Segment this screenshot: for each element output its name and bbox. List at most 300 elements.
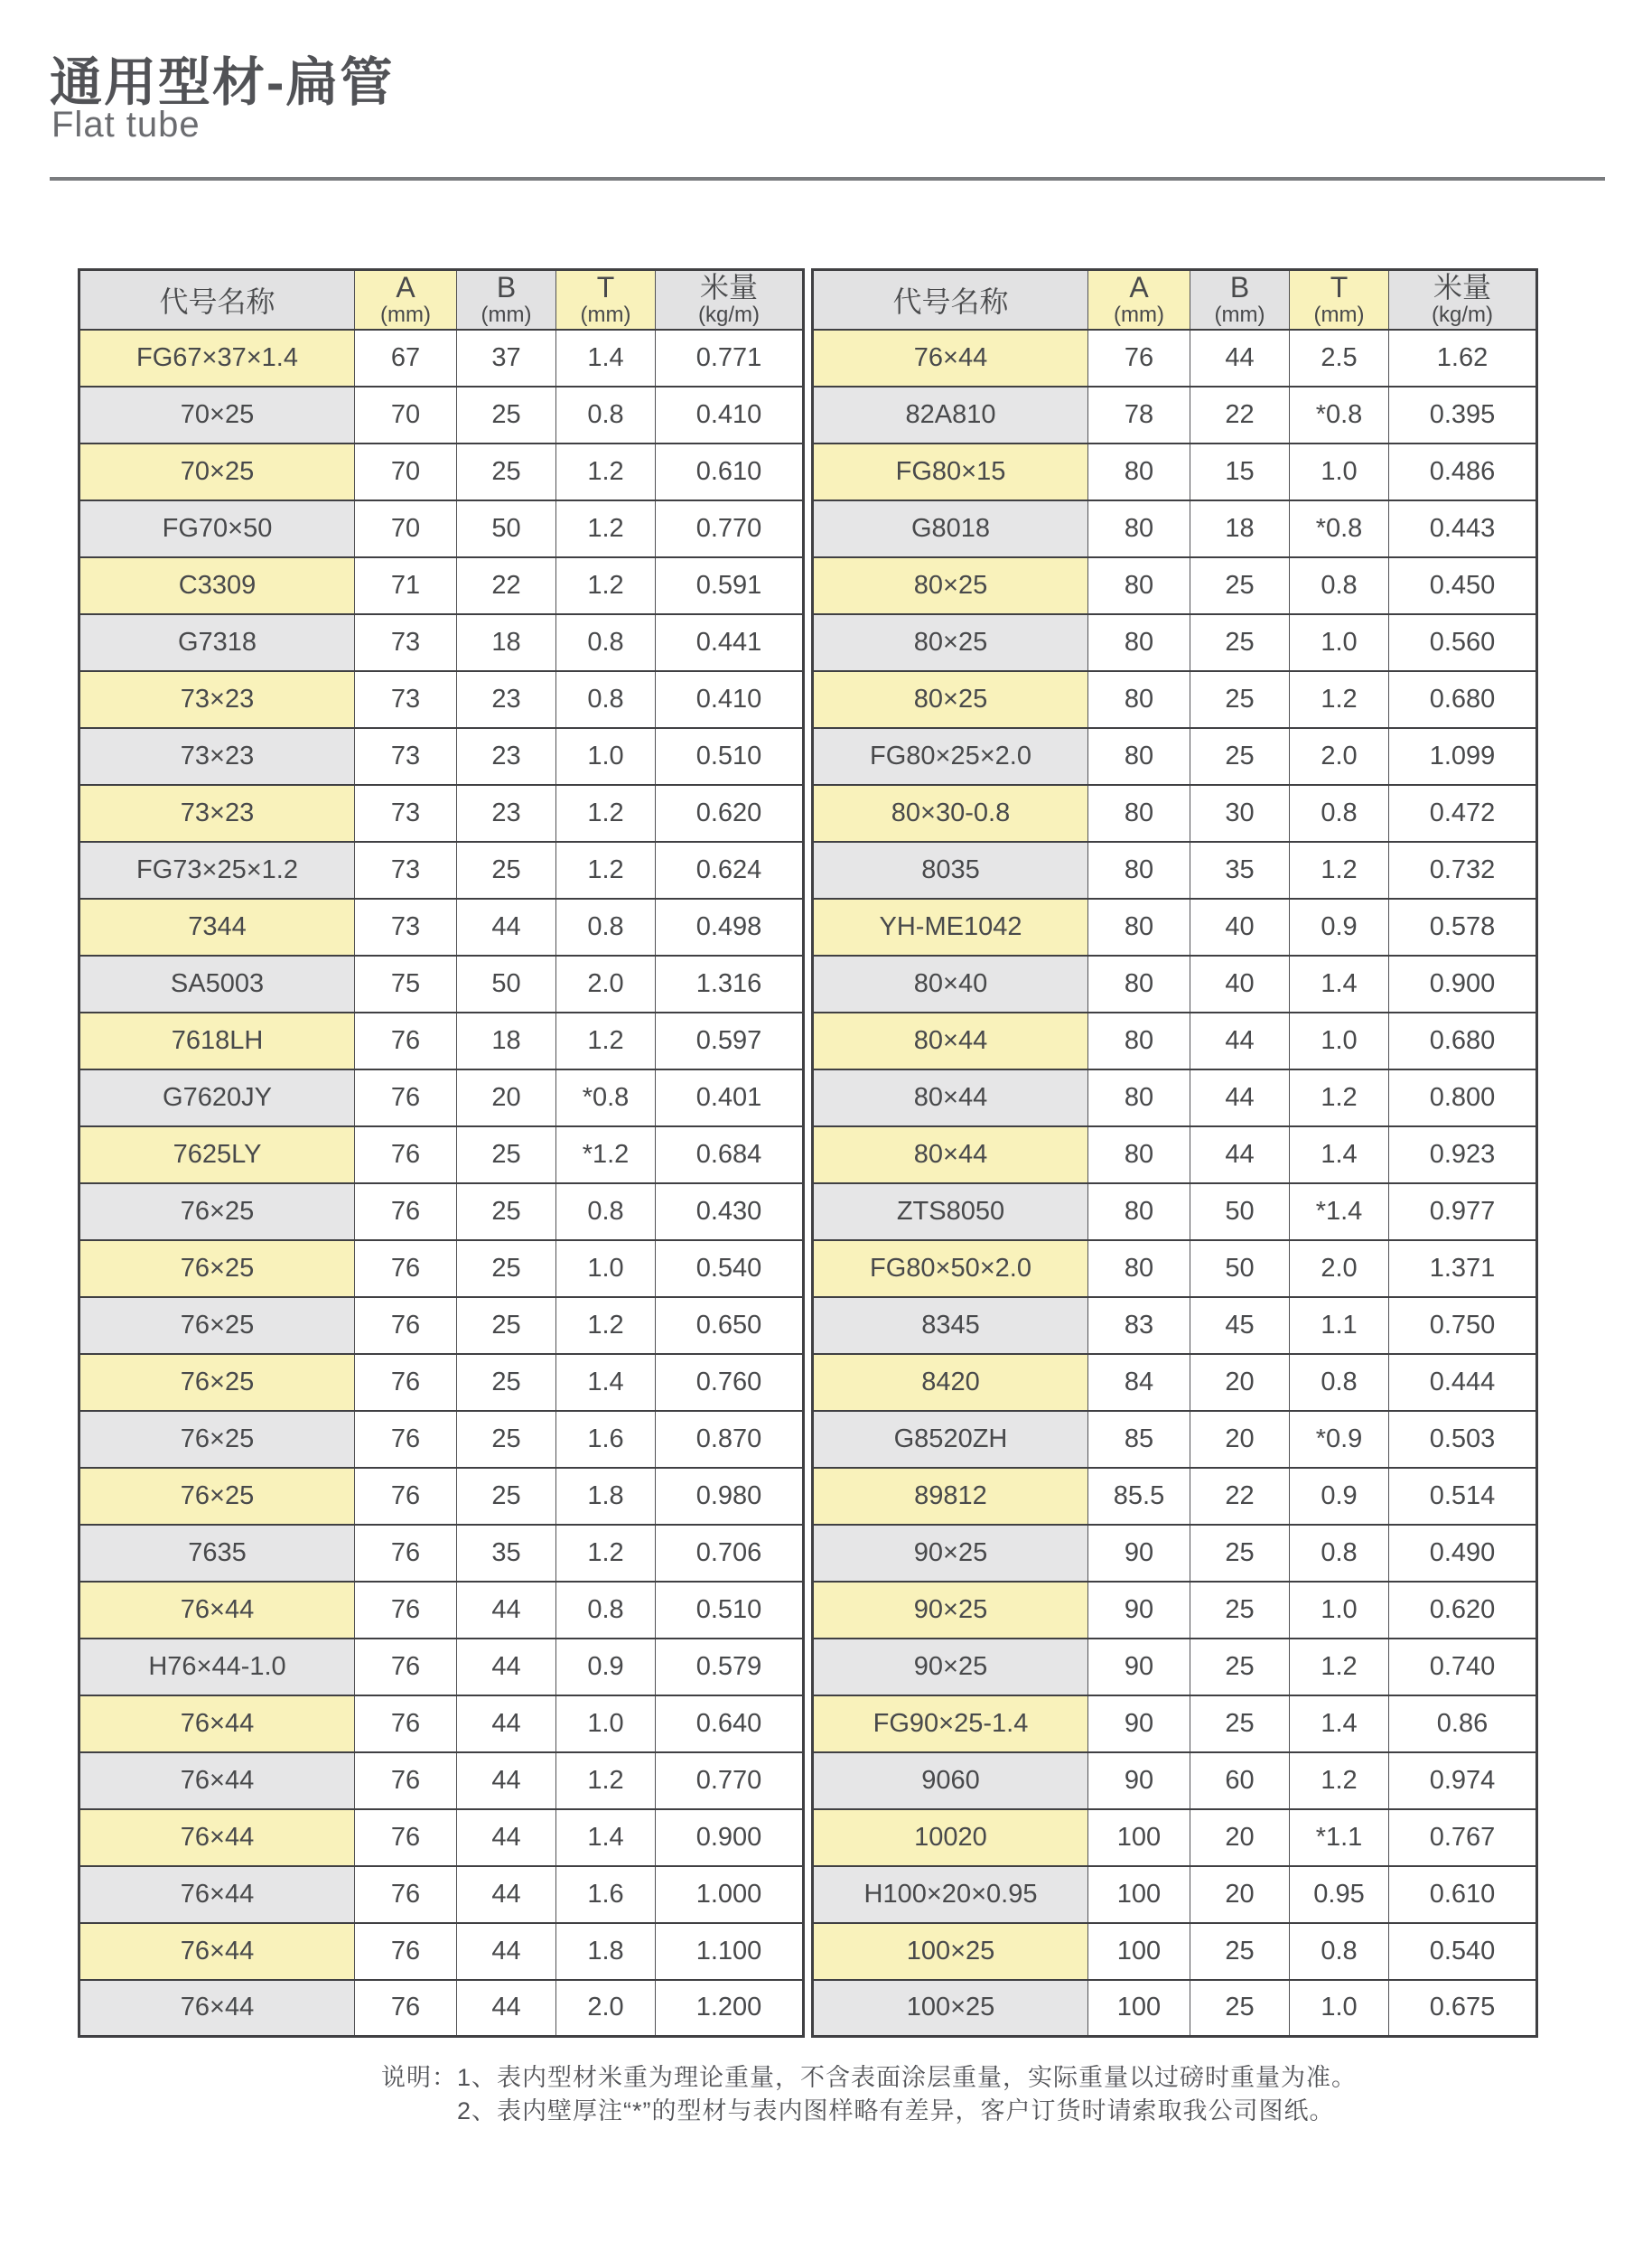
t-cell: 0.95 (1290, 1866, 1389, 1923)
code-cell: C3309 (79, 557, 355, 614)
col-header-b-label: B (1229, 270, 1250, 303)
t-cell: 2.0 (556, 1980, 656, 2037)
code-cell: 76×25 (79, 1183, 355, 1240)
title-divider (50, 177, 1605, 181)
a-cell: 76 (355, 1069, 457, 1126)
a-cell: 100 (1088, 1980, 1190, 2037)
table-row (813, 1866, 1537, 1923)
table-row (79, 1013, 804, 1069)
col-header-a (1088, 270, 1190, 330)
a-cell: 76 (355, 1695, 457, 1752)
t-cell: *1.2 (556, 1126, 656, 1183)
code-cell: 90×25 (813, 1582, 1088, 1639)
a-cell: 90 (1088, 1695, 1190, 1752)
col-header-a-label: A (1129, 270, 1149, 303)
page-subtitle: Flat tube (51, 105, 201, 145)
t-cell: 1.8 (556, 1923, 656, 1980)
table-row (813, 500, 1537, 557)
kg-cell: 0.591 (656, 557, 804, 614)
b-cell: 25 (457, 444, 556, 500)
code-cell: FG90×25-1.4 (813, 1695, 1088, 1752)
table-row (79, 1069, 804, 1126)
col-header-b-unit: (mm) (1214, 303, 1265, 328)
t-cell: 1.2 (1290, 1752, 1389, 1809)
kg-cell: 0.540 (656, 1240, 804, 1297)
b-cell: 50 (457, 500, 556, 557)
t-cell: *1.1 (1290, 1809, 1389, 1866)
code-cell: 76×44 (813, 330, 1088, 387)
table-row (813, 1980, 1537, 2037)
code-cell: FG80×50×2.0 (813, 1240, 1088, 1297)
code-cell: 100×25 (813, 1923, 1088, 1980)
kg-cell: 0.395 (1389, 387, 1537, 444)
code-cell: 76×44 (79, 1582, 355, 1639)
t-cell: 1.2 (1290, 671, 1389, 728)
t-cell: 1.0 (1290, 614, 1389, 671)
t-cell: 2.0 (1290, 728, 1389, 785)
t-cell: 1.2 (556, 1297, 656, 1354)
kg-cell: 0.900 (656, 1809, 804, 1866)
col-header-code: 代号名称 (79, 270, 355, 330)
table-row (79, 785, 804, 842)
code-cell: 76×44 (79, 1923, 355, 1980)
table-row (813, 1639, 1537, 1695)
b-cell: 22 (1190, 387, 1290, 444)
t-cell: 1.2 (556, 444, 656, 500)
t-cell: 1.0 (1290, 1013, 1389, 1069)
b-cell: 44 (457, 1582, 556, 1639)
a-cell: 76 (355, 1582, 457, 1639)
kg-cell: 0.560 (1389, 614, 1537, 671)
a-cell: 76 (355, 1354, 457, 1411)
a-cell: 73 (355, 614, 457, 671)
t-cell: 0.8 (1290, 557, 1389, 614)
kg-cell: 0.620 (656, 785, 804, 842)
b-cell: 25 (1190, 557, 1290, 614)
code-cell: 9060 (813, 1752, 1088, 1809)
table-row (813, 785, 1537, 842)
t-cell: 0.9 (1290, 899, 1389, 956)
t-cell: 0.8 (556, 1183, 656, 1240)
table-row (79, 1923, 804, 1980)
t-cell: 1.0 (1290, 1582, 1389, 1639)
kg-cell: 0.620 (1389, 1582, 1537, 1639)
col-header-t-unit: (mm) (580, 303, 631, 328)
t-cell: *0.8 (556, 1069, 656, 1126)
b-cell: 25 (1190, 614, 1290, 671)
kg-cell: 0.680 (1389, 671, 1537, 728)
kg-cell: 0.430 (656, 1183, 804, 1240)
table-row (813, 1809, 1537, 1866)
code-cell: G7318 (79, 614, 355, 671)
table-row (79, 728, 804, 785)
t-cell: 1.4 (1290, 1126, 1389, 1183)
code-cell: 76×25 (79, 1297, 355, 1354)
code-cell: ZTS8050 (813, 1183, 1088, 1240)
kg-cell: 0.974 (1389, 1752, 1537, 1809)
t-cell: 1.2 (1290, 842, 1389, 899)
table-row (813, 444, 1537, 500)
kg-cell: 0.760 (656, 1354, 804, 1411)
a-cell: 100 (1088, 1866, 1190, 1923)
b-cell: 23 (457, 728, 556, 785)
t-cell: 1.4 (556, 1354, 656, 1411)
a-cell: 76 (355, 1183, 457, 1240)
a-cell: 76 (355, 1297, 457, 1354)
t-cell: 0.8 (556, 387, 656, 444)
a-cell: 84 (1088, 1354, 1190, 1411)
code-cell: 73×23 (79, 785, 355, 842)
table-row (79, 1639, 804, 1695)
a-cell: 80 (1088, 557, 1190, 614)
b-cell: 20 (457, 1069, 556, 1126)
a-cell: 90 (1088, 1582, 1190, 1639)
t-cell: 1.2 (1290, 1069, 1389, 1126)
col-header-t (556, 270, 656, 330)
kg-cell: 0.767 (1389, 1809, 1537, 1866)
a-cell: 76 (1088, 330, 1190, 387)
a-cell: 90 (1088, 1639, 1190, 1695)
a-cell: 73 (355, 899, 457, 956)
table-row (813, 1354, 1537, 1411)
table-row (79, 1582, 804, 1639)
a-cell: 90 (1088, 1525, 1190, 1582)
a-cell: 80 (1088, 1126, 1190, 1183)
b-cell: 44 (457, 1866, 556, 1923)
code-cell: 76×44 (79, 1752, 355, 1809)
table-row (79, 1468, 804, 1525)
b-cell: 25 (457, 1240, 556, 1297)
flat-tube-table-right (811, 268, 1538, 2038)
col-header-weight-label: 米量 (699, 270, 758, 303)
header-row (79, 270, 804, 330)
kg-cell: 0.610 (656, 444, 804, 500)
b-cell: 25 (457, 1468, 556, 1525)
t-cell: 1.2 (1290, 1639, 1389, 1695)
b-cell: 44 (457, 1809, 556, 1866)
flat-tube-table-left (78, 268, 805, 2038)
table-row (813, 1013, 1537, 1069)
col-header-weight-unit: (kg/m) (698, 303, 760, 328)
b-cell: 18 (457, 1013, 556, 1069)
b-cell: 44 (1190, 1069, 1290, 1126)
code-cell: 100×25 (813, 1980, 1088, 2037)
b-cell: 44 (1190, 330, 1290, 387)
t-cell: 0.8 (1290, 785, 1389, 842)
kg-cell: 0.770 (656, 1752, 804, 1809)
b-cell: 25 (457, 1411, 556, 1468)
col-header-a-unit: (mm) (1114, 303, 1164, 328)
kg-cell: 0.510 (656, 1582, 804, 1639)
b-cell: 25 (457, 842, 556, 899)
notes-lines (457, 2061, 1357, 2128)
col-header-weight-unit: (kg/m) (1432, 303, 1493, 328)
table-row (813, 899, 1537, 956)
table-row (79, 557, 804, 614)
b-cell: 60 (1190, 1752, 1290, 1809)
col-header-a (355, 270, 457, 330)
a-cell: 73 (355, 842, 457, 899)
t-cell: 1.2 (556, 1525, 656, 1582)
col-header-t-label: T (596, 270, 615, 303)
b-cell: 40 (1190, 899, 1290, 956)
a-cell: 76 (355, 1866, 457, 1923)
kg-cell: 1.000 (656, 1866, 804, 1923)
code-cell: 80×25 (813, 671, 1088, 728)
kg-cell: 0.923 (1389, 1126, 1537, 1183)
code-cell: 8420 (813, 1354, 1088, 1411)
kg-cell: 0.624 (656, 842, 804, 899)
table-row (813, 842, 1537, 899)
table-row (813, 1297, 1537, 1354)
code-cell: 90×25 (813, 1639, 1088, 1695)
a-cell: 76 (355, 1980, 457, 2037)
table-row (79, 1866, 804, 1923)
table-row (79, 500, 804, 557)
b-cell: 20 (1190, 1411, 1290, 1468)
t-cell: 0.8 (1290, 1525, 1389, 1582)
col-header-a-unit: (mm) (380, 303, 431, 328)
t-cell: 1.1 (1290, 1297, 1389, 1354)
note-line-2: 2、表内壁厚注“*”的型材与表内图样略有差异，客户订货时请索取我公司图纸。 (457, 2097, 1335, 2124)
col-header-a-label: A (396, 270, 415, 303)
code-cell: 90×25 (813, 1525, 1088, 1582)
a-cell: 90 (1088, 1752, 1190, 1809)
code-cell: FG70×50 (79, 500, 355, 557)
b-cell: 40 (1190, 956, 1290, 1013)
table-row (79, 671, 804, 728)
col-header-weight-label: 米量 (1433, 270, 1491, 303)
b-cell: 25 (457, 1183, 556, 1240)
b-cell: 44 (457, 1695, 556, 1752)
table-row (79, 614, 804, 671)
table-row (813, 956, 1537, 1013)
a-cell: 76 (355, 1468, 457, 1525)
header-row (813, 270, 1537, 330)
b-cell: 25 (457, 387, 556, 444)
b-cell: 18 (457, 614, 556, 671)
kg-cell: 0.750 (1389, 1297, 1537, 1354)
code-cell: 80×30-0.8 (813, 785, 1088, 842)
t-cell: 0.8 (556, 614, 656, 671)
col-header-t-label: T (1330, 270, 1349, 303)
a-cell: 85.5 (1088, 1468, 1190, 1525)
b-cell: 44 (457, 1639, 556, 1695)
a-cell: 76 (355, 1639, 457, 1695)
a-cell: 83 (1088, 1297, 1190, 1354)
kg-cell: 0.640 (656, 1695, 804, 1752)
kg-cell: 0.684 (656, 1126, 804, 1183)
kg-cell: 0.503 (1389, 1411, 1537, 1468)
b-cell: 23 (457, 671, 556, 728)
code-cell: 80×44 (813, 1126, 1088, 1183)
table-row (79, 956, 804, 1013)
table-row (79, 1240, 804, 1297)
code-cell: 7635 (79, 1525, 355, 1582)
kg-cell: 0.86 (1389, 1695, 1537, 1752)
t-cell: 1.2 (556, 500, 656, 557)
a-cell: 76 (355, 1525, 457, 1582)
kg-cell: 0.540 (1389, 1923, 1537, 1980)
table-row (79, 1525, 804, 1582)
kg-cell: 0.578 (1389, 899, 1537, 956)
t-cell: 1.8 (556, 1468, 656, 1525)
a-cell: 80 (1088, 500, 1190, 557)
t-cell: 1.4 (556, 1809, 656, 1866)
b-cell: 25 (457, 1354, 556, 1411)
code-cell: 10020 (813, 1809, 1088, 1866)
b-cell: 35 (457, 1525, 556, 1582)
a-cell: 76 (355, 1752, 457, 1809)
code-cell: 7618LH (79, 1013, 355, 1069)
code-cell: H100×20×0.95 (813, 1866, 1088, 1923)
kg-cell: 0.498 (656, 899, 804, 956)
t-cell: 0.9 (556, 1639, 656, 1695)
code-cell: 7344 (79, 899, 355, 956)
col-header-t-unit: (mm) (1313, 303, 1365, 328)
code-cell: 80×40 (813, 956, 1088, 1013)
table-row (813, 671, 1537, 728)
code-cell: 76×44 (79, 1866, 355, 1923)
right-table-body (813, 330, 1537, 2037)
kg-cell: 1.200 (656, 1980, 804, 2037)
code-cell: 76×25 (79, 1354, 355, 1411)
table-row (813, 1240, 1537, 1297)
kg-cell: 0.444 (1389, 1354, 1537, 1411)
table-row (813, 1183, 1537, 1240)
code-cell: FG80×15 (813, 444, 1088, 500)
code-cell: 8345 (813, 1297, 1088, 1354)
b-cell: 18 (1190, 500, 1290, 557)
a-cell: 80 (1088, 1240, 1190, 1297)
b-cell: 25 (1190, 1639, 1290, 1695)
a-cell: 76 (355, 1923, 457, 1980)
kg-cell: 0.490 (1389, 1525, 1537, 1582)
t-cell: 1.6 (556, 1866, 656, 1923)
kg-cell: 1.371 (1389, 1240, 1537, 1297)
b-cell: 44 (1190, 1013, 1290, 1069)
table-row (813, 1069, 1537, 1126)
code-cell: 76×25 (79, 1240, 355, 1297)
col-header-t (1290, 270, 1389, 330)
table-row (79, 1126, 804, 1183)
b-cell: 50 (1190, 1240, 1290, 1297)
code-cell: 80×44 (813, 1013, 1088, 1069)
kg-cell: 0.675 (1389, 1980, 1537, 2037)
table-row (79, 1354, 804, 1411)
b-cell: 30 (1190, 785, 1290, 842)
t-cell: 1.4 (1290, 956, 1389, 1013)
a-cell: 100 (1088, 1809, 1190, 1866)
kg-cell: 0.410 (656, 671, 804, 728)
code-cell: 73×23 (79, 728, 355, 785)
b-cell: 37 (457, 330, 556, 387)
table-row (79, 1297, 804, 1354)
t-cell: 0.8 (1290, 1354, 1389, 1411)
table-row (813, 1468, 1537, 1525)
t-cell: 1.4 (556, 330, 656, 387)
table-row (79, 330, 804, 387)
b-cell: 50 (457, 956, 556, 1013)
page-title: 通用型材-扁管 (50, 53, 395, 112)
b-cell: 44 (457, 899, 556, 956)
b-cell: 35 (1190, 842, 1290, 899)
t-cell: *0.8 (1290, 387, 1389, 444)
table-row (79, 1980, 804, 2037)
code-cell: G7620JY (79, 1069, 355, 1126)
b-cell: 20 (1190, 1354, 1290, 1411)
code-cell: 80×25 (813, 557, 1088, 614)
col-header-code: 代号名称 (813, 270, 1088, 330)
kg-cell: 0.514 (1389, 1468, 1537, 1525)
kg-cell: 0.486 (1389, 444, 1537, 500)
col-header-b (1190, 270, 1290, 330)
notes-label: 说明： (381, 2064, 457, 2091)
b-cell: 20 (1190, 1809, 1290, 1866)
code-cell: SA5003 (79, 956, 355, 1013)
a-cell: 76 (355, 1013, 457, 1069)
table-row (79, 1809, 804, 1866)
t-cell: *0.9 (1290, 1411, 1389, 1468)
t-cell: 1.0 (1290, 1980, 1389, 2037)
b-cell: 44 (457, 1923, 556, 1980)
kg-cell: 0.900 (1389, 956, 1537, 1013)
a-cell: 73 (355, 785, 457, 842)
table-row (813, 1126, 1537, 1183)
table-row (79, 1752, 804, 1809)
t-cell: 1.2 (556, 842, 656, 899)
kg-cell: 0.441 (656, 614, 804, 671)
b-cell: 45 (1190, 1297, 1290, 1354)
col-header-weight (1389, 270, 1537, 330)
code-cell: 8035 (813, 842, 1088, 899)
code-cell: 76×44 (79, 1695, 355, 1752)
b-cell: 20 (1190, 1866, 1290, 1923)
b-cell: 25 (457, 1126, 556, 1183)
a-cell: 85 (1088, 1411, 1190, 1468)
kg-cell: 0.610 (1389, 1866, 1537, 1923)
t-cell: 1.0 (556, 1695, 656, 1752)
a-cell: 100 (1088, 1923, 1190, 1980)
kg-cell: 0.597 (656, 1013, 804, 1069)
code-cell: 76×25 (79, 1411, 355, 1468)
code-cell: 76×44 (79, 1980, 355, 2037)
kg-cell: 0.680 (1389, 1013, 1537, 1069)
a-cell: 76 (355, 1240, 457, 1297)
kg-cell: 1.099 (1389, 728, 1537, 785)
table-row (813, 1923, 1537, 1980)
note-line-1: 1、表内型材米重为理论重量，不含表面涂层重量，实际重量以过磅时重量为准。 (457, 2064, 1358, 2091)
a-cell: 80 (1088, 1183, 1190, 1240)
table-row (813, 1582, 1537, 1639)
t-cell: 1.6 (556, 1411, 656, 1468)
code-cell: 76×25 (79, 1468, 355, 1525)
b-cell: 15 (1190, 444, 1290, 500)
code-cell: G8018 (813, 500, 1088, 557)
table-row (813, 557, 1537, 614)
a-cell: 76 (355, 1809, 457, 1866)
table-row (813, 614, 1537, 671)
kg-cell: 0.650 (656, 1297, 804, 1354)
a-cell: 80 (1088, 444, 1190, 500)
t-cell: 1.2 (556, 1752, 656, 1809)
kg-cell: 0.770 (656, 500, 804, 557)
a-cell: 80 (1088, 956, 1190, 1013)
b-cell: 25 (1190, 671, 1290, 728)
t-cell: 0.8 (556, 1582, 656, 1639)
kg-cell: 0.706 (656, 1525, 804, 1582)
a-cell: 71 (355, 557, 457, 614)
